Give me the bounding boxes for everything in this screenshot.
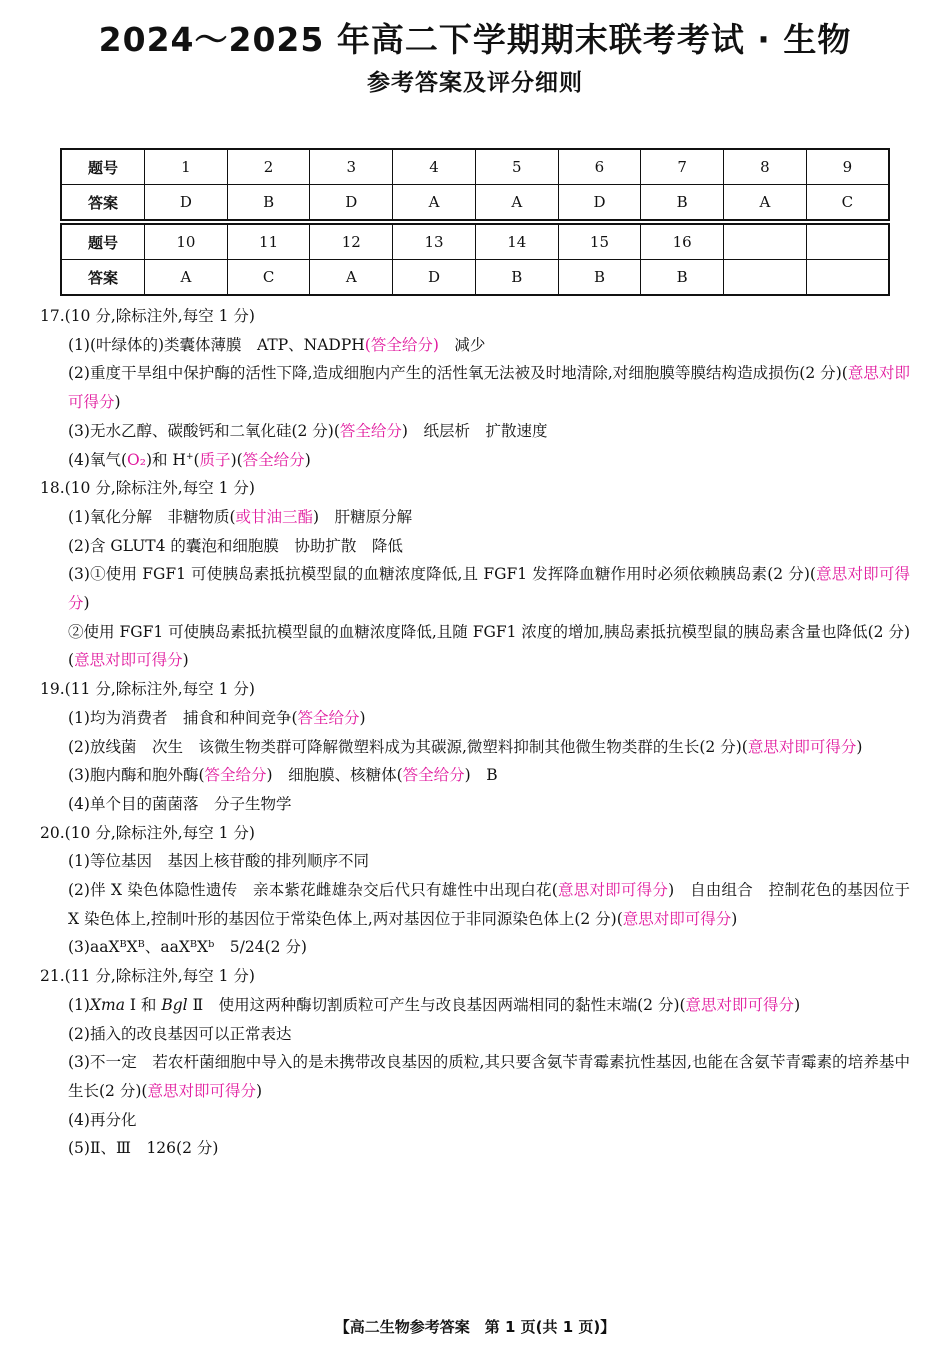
question-19-header: 19.(11 分,除标注外,每空 1 分) <box>40 680 255 699</box>
table-cell: 1 <box>145 149 228 185</box>
q18-item-4 <box>40 618 910 675</box>
question-20-header: 20.(10 分,除标注外,每空 1 分) <box>40 823 255 842</box>
scoring-note: 答全给分 <box>204 766 267 785</box>
text: ) <box>182 651 189 670</box>
table-cell: 4 <box>393 149 476 185</box>
table-cell <box>724 224 807 260</box>
text: ( <box>193 450 200 469</box>
answer-table-2 <box>60 223 890 296</box>
scoring-note: 答全给分 <box>242 450 305 469</box>
table-cell: B <box>641 185 724 221</box>
text: (2)重度干旱组中保护酶的活性下降,造成细胞内产生的活性氧无法被及时地清除,对细胞膜等膜结构造成损伤(2 分)( <box>68 364 848 383</box>
page-footer: 【高二生物参考答案 第 1 页(共 1 页)】 <box>334 1318 616 1336</box>
table-cell: D <box>558 185 641 221</box>
table-cell: B <box>227 185 310 221</box>
text: (3)不一定 若农杆菌细胞中导入的是未携带改良基因的质粒,其只要含氨苄青霉素抗性基因,也能在含氨苄青霉素的培养基中生长(2 分)( <box>68 1053 910 1100</box>
table-row <box>61 185 889 221</box>
table-cell: A <box>145 260 228 296</box>
text: (2)放线菌 次生 该微生物类群可降解微塑料成为其碳源,微塑料抑制其他微生物类群的生长(2 分)( <box>68 737 748 756</box>
text: ) <box>114 393 121 412</box>
table-cell: 7 <box>641 149 724 185</box>
text: ) 肝糖原分解 <box>313 507 413 526</box>
scoring-note: 意思对即可得分 <box>68 364 910 412</box>
scoring-note: 意思对即可得分 <box>74 651 183 670</box>
q17-item-2 <box>40 359 910 416</box>
table-cell: A <box>724 185 807 221</box>
scoring-note: O₂ <box>127 450 146 469</box>
q21-item-4: (4)再分化 <box>68 1110 137 1129</box>
table-cell: 12 <box>310 224 393 260</box>
q17-item-3 <box>40 417 910 446</box>
table-cell: C <box>806 185 889 221</box>
text: ) 自由组合 控制花色的基因位于 X 染色体上,控制叶形的基因位于常染色体上,两对基因位于非同源染色体上(2 分)( <box>68 881 910 928</box>
table-cell: 3 <box>310 149 393 185</box>
table-cell: 14 <box>475 224 558 260</box>
q21-item-5: (5)Ⅱ、Ⅲ 126(2 分) <box>68 1139 219 1158</box>
table-cell: B <box>558 260 641 296</box>
table-cell: 6 <box>558 149 641 185</box>
text: ) <box>856 737 863 756</box>
row-label: 题号 <box>61 224 145 260</box>
q21-item-3 <box>40 1048 910 1105</box>
table-cell: 9 <box>806 149 889 185</box>
table-cell: A <box>310 260 393 296</box>
table-cell: 10 <box>145 224 228 260</box>
q20-item-3: (3)aaXᴮXᴮ、aaXᴮXᵇ 5/24(2 分) <box>68 938 307 957</box>
text: (1) <box>68 995 90 1014</box>
answer-table-1 <box>60 148 890 221</box>
table-cell: C <box>227 260 310 296</box>
table-cell: 2 <box>227 149 310 185</box>
text: Ⅰ 和 <box>124 995 162 1014</box>
table-cell: B <box>475 260 558 296</box>
table-cell: B <box>641 260 724 296</box>
table-cell: 16 <box>641 224 724 260</box>
table-cell: 11 <box>227 224 310 260</box>
table-cell: D <box>145 185 228 221</box>
q18-item-2: (2)含 GLUT4 的囊泡和细胞膜 协助扩散 降低 <box>68 536 403 555</box>
question-21-header: 21.(11 分,除标注外,每空 1 分) <box>40 967 255 986</box>
table-cell: 13 <box>393 224 476 260</box>
table-cell: A <box>393 185 476 221</box>
text: 减少 <box>438 335 486 354</box>
text: ) B <box>464 766 498 785</box>
enzyme-name: Xma <box>89 995 125 1014</box>
table-cell: D <box>310 185 393 221</box>
table-cell <box>724 260 807 296</box>
text: ②使用 FGF1 可使胰岛素抵抗模型鼠的血糖浓度降低,且随 FGF1 浓度的增加,胰岛素抵抗模型鼠的胰岛素含量也降低(2 分)( <box>68 622 910 670</box>
text: Ⅱ 使用这两种酶切割质粒可产生与改良基因两端相同的黏性末端(2 分)( <box>187 995 686 1014</box>
q20-item-1: (1)等位基因 基因上核苷酸的排列顺序不同 <box>68 852 369 871</box>
scoring-note: (答全给分) <box>364 335 439 354</box>
scoring-note: 或甘油三酯 <box>235 507 314 526</box>
q21-item-2: (2)插入的改良基因可以正常表达 <box>68 1024 292 1043</box>
scoring-note: 意思对即可得分 <box>685 995 795 1014</box>
q17-item-4 <box>40 446 910 475</box>
table-cell: A <box>475 185 558 221</box>
q17-item-1 <box>40 331 910 360</box>
table-cell <box>806 260 889 296</box>
text: ) <box>359 708 366 727</box>
text: (3)①使用 FGF1 可使胰岛素抵抗模型鼠的血糖浓度降低,且 FGF1 发挥降血糖作用时必须依赖胰岛素(2 分)( <box>68 565 816 584</box>
text: ) <box>731 909 738 928</box>
scoring-note: 答全给分 <box>297 708 360 727</box>
q18-item-3 <box>40 560 910 617</box>
text: ) 细胞膜、核糖体( <box>266 766 403 785</box>
text: )和 H <box>145 450 186 469</box>
row-label: 答案 <box>61 185 145 221</box>
q18-item-1 <box>40 503 910 532</box>
page-subtitle: 参考答案及评分细则 <box>367 70 583 96</box>
q20-item-2 <box>40 876 910 933</box>
text: ) <box>83 594 90 613</box>
table-cell: D <box>393 260 476 296</box>
text: ) <box>794 995 801 1014</box>
q19-item-2 <box>40 733 910 762</box>
table-cell: 5 <box>475 149 558 185</box>
q19-item-1 <box>40 704 910 733</box>
table-row <box>61 224 889 260</box>
text: (1)均为消费者 捕食和种间竞争( <box>68 708 298 727</box>
scoring-note: 意思对即可得分 <box>147 1081 256 1100</box>
table-row <box>61 149 889 185</box>
q19-item-3 <box>40 761 910 790</box>
scoring-note: 意思对即可得分 <box>557 881 669 900</box>
scoring-note: 答全给分 <box>402 766 465 785</box>
row-label: 答案 <box>61 260 145 296</box>
text: ) <box>304 450 311 469</box>
table-cell <box>806 224 889 260</box>
q21-item-1 <box>40 991 910 1020</box>
table-cell: 8 <box>724 149 807 185</box>
table-cell: 15 <box>558 224 641 260</box>
scoring-note: 意思对即可得分 <box>747 737 857 756</box>
q19-item-4: (4)单个目的菌菌落 分子生物学 <box>68 794 292 813</box>
scoring-note: 意思对即可得分 <box>68 565 910 613</box>
text: ) 纸层析 扩散速度 <box>401 421 548 440</box>
enzyme-name: Bgl <box>161 995 188 1014</box>
scoring-note: 意思对即可得分 <box>622 909 732 928</box>
text: (1)氧化分解 非糖物质( <box>68 507 236 526</box>
scoring-note: 质子 <box>199 450 231 469</box>
answer-content <box>40 302 910 1163</box>
superscript-plus: + <box>185 451 194 462</box>
text: (2)伴 X 染色体隐性遗传 亲本紫花雌雄杂交后代只有雄性中出现白花( <box>68 881 558 900</box>
row-label: 题号 <box>61 149 145 185</box>
text: )( <box>230 450 243 469</box>
scoring-note: 答全给分 <box>339 421 402 440</box>
page-title: 2024～2025 年高二下学期期末联考考试 · 生物 <box>98 20 852 59</box>
question-18-header: 18.(10 分,除标注外,每空 1 分) <box>40 479 255 498</box>
text: (1)(叶绿体的)类囊体薄膜 ATP、NADPH <box>68 335 365 354</box>
table-row <box>61 260 889 296</box>
text: (3)无水乙醇、碳酸钙和二氧化硅(2 分)( <box>68 421 340 440</box>
question-17-header: 17.(10 分,除标注外,每空 1 分) <box>40 307 255 325</box>
text: (3)胞内酶和胞外酶( <box>68 766 205 785</box>
text: (4)氧气( <box>68 450 128 469</box>
text: ) <box>255 1081 263 1100</box>
